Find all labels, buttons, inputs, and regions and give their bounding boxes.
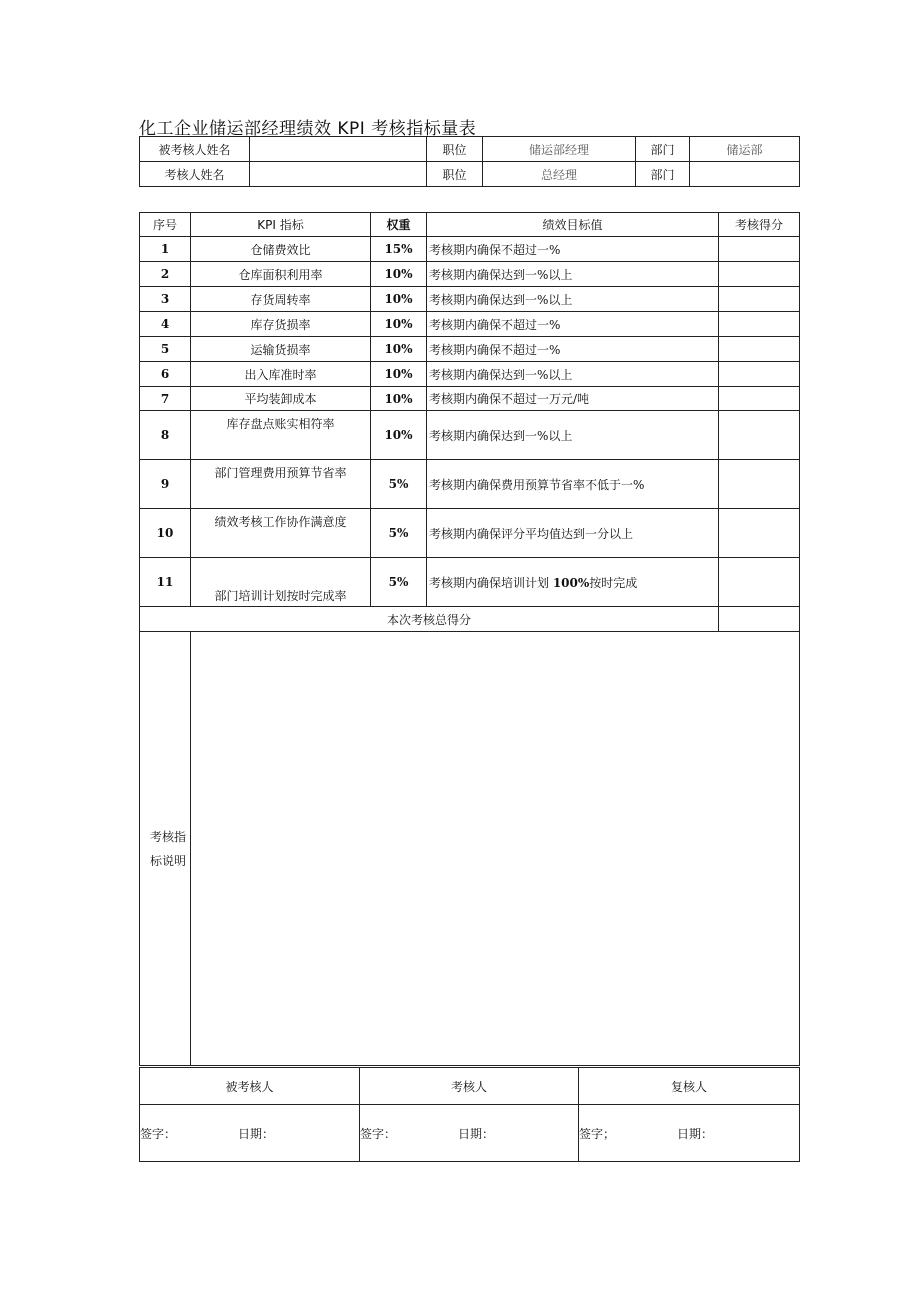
row-target xyxy=(427,558,719,607)
row-score-field[interactable] xyxy=(719,287,800,312)
row-indicator: 部门管理费用预算节省率 xyxy=(191,460,371,509)
row-score-field[interactable] xyxy=(719,337,800,362)
appraisee-signature-cell[interactable] xyxy=(140,1105,360,1162)
row-weight: 5% xyxy=(371,558,427,607)
kpi-row xyxy=(140,362,800,387)
kpi-row xyxy=(140,312,800,337)
info-row-appraiser xyxy=(140,162,800,187)
row-target: 考核期内确保评分平均值达到一分以上 xyxy=(427,509,719,558)
appraiser-name-label: 考核人姓名 xyxy=(140,162,250,187)
row-target: 考核期内确保不超过一万元/吨 xyxy=(427,387,719,411)
sign-label: 签字： xyxy=(140,1126,177,1141)
header-indicator: KPI 指标 xyxy=(191,213,371,237)
department-label: 部门 xyxy=(636,137,690,162)
row-target: 考核期内确保不超过一% xyxy=(427,337,719,362)
row-score-field[interactable] xyxy=(719,558,800,607)
kpi-row xyxy=(140,387,800,411)
row-target-bold: 100% xyxy=(552,575,590,590)
row-weight: 10% xyxy=(371,411,427,460)
row-indicator: 绩效考核工作协作满意度 xyxy=(191,509,371,558)
row-indicator: 库存货损率 xyxy=(191,312,371,337)
role-appraisee: 被考核人 xyxy=(140,1068,360,1105)
row-score-field[interactable] xyxy=(719,460,800,509)
row-score-field[interactable] xyxy=(719,362,800,387)
appraiser-position-value: 总经理 xyxy=(483,162,636,187)
kpi-row xyxy=(140,337,800,362)
row-weight: 10% xyxy=(371,387,427,411)
row-score-field[interactable] xyxy=(719,237,800,262)
row-no: 2 xyxy=(140,262,191,287)
row-target: 考核期内确保达到一%以上 xyxy=(427,411,719,460)
row-score-field[interactable] xyxy=(719,509,800,558)
header-score: 考核得分 xyxy=(719,213,800,237)
row-weight: 10% xyxy=(371,262,427,287)
date-label: 日期： xyxy=(677,1126,714,1141)
kpi-row xyxy=(140,237,800,262)
appraiser-signature-cell[interactable] xyxy=(360,1105,579,1162)
row-no: 5 xyxy=(140,337,191,362)
row-weight: 5% xyxy=(371,509,427,558)
signature-role-row xyxy=(140,1068,800,1105)
appraisee-position-value: 储运部经理 xyxy=(483,137,636,162)
row-no: 9 xyxy=(140,460,191,509)
kpi-header-row xyxy=(140,213,800,237)
position-label: 职位 xyxy=(427,137,483,162)
row-no: 3 xyxy=(140,287,191,312)
row-indicator: 部门培训计划按时完成率 xyxy=(191,558,371,607)
row-indicator: 库存盘点账实相符率 xyxy=(191,411,371,460)
row-weight: 15% xyxy=(371,237,427,262)
row-indicator: 存货周转率 xyxy=(191,287,371,312)
total-row xyxy=(140,607,800,632)
row-target: 考核期内确保达到一%以上 xyxy=(427,262,719,287)
kpi-row xyxy=(140,287,800,312)
header-weight: 权重 xyxy=(371,213,427,237)
header-target: 绩效目标值 xyxy=(427,213,719,237)
signature-field-row xyxy=(140,1105,800,1162)
row-score-field[interactable] xyxy=(719,411,800,460)
notes-field[interactable] xyxy=(191,632,800,1066)
row-indicator: 运输货损率 xyxy=(191,337,371,362)
row-target: 考核期内确保费用预算节省率不低于一% xyxy=(427,460,719,509)
appraiser-department-field[interactable] xyxy=(690,162,800,187)
row-indicator: 平均装卸成本 xyxy=(191,387,371,411)
row-target: 考核期内确保不超过一% xyxy=(427,312,719,337)
row-target: 考核期内确保不超过一% xyxy=(427,237,719,262)
row-weight: 10% xyxy=(371,337,427,362)
kpi-row xyxy=(140,411,800,460)
date-label: 日期： xyxy=(238,1126,275,1141)
row-no: 6 xyxy=(140,362,191,387)
page-title: 化工企业储运部经理绩效 KPI 考核指标量表 xyxy=(139,119,477,139)
row-score-field[interactable] xyxy=(719,387,800,411)
total-score-label: 本次考核总得分 xyxy=(140,607,719,632)
row-target-pre: 考核期内确保培训计划 xyxy=(429,575,553,590)
row-target: 考核期内确保达到一%以上 xyxy=(427,362,719,387)
signature-table xyxy=(139,1067,800,1162)
notes-label: 考核指标说明 xyxy=(140,632,191,1066)
row-no: 7 xyxy=(140,387,191,411)
row-weight: 10% xyxy=(371,287,427,312)
appraisee-name-field[interactable] xyxy=(250,137,427,162)
sign-label: 签字： xyxy=(360,1126,397,1141)
employee-info-table xyxy=(139,136,800,187)
row-weight: 5% xyxy=(371,460,427,509)
appraiser-name-field[interactable] xyxy=(250,162,427,187)
row-no: 8 xyxy=(140,411,191,460)
row-no: 10 xyxy=(140,509,191,558)
row-score-field[interactable] xyxy=(719,312,800,337)
row-target: 考核期内确保达到一%以上 xyxy=(427,287,719,312)
info-row-appraisee xyxy=(140,137,800,162)
role-appraiser: 考核人 xyxy=(360,1068,579,1105)
kpi-row xyxy=(140,558,800,607)
position-label: 职位 xyxy=(427,162,483,187)
row-indicator: 出入库准时率 xyxy=(191,362,371,387)
kpi-row xyxy=(140,262,800,287)
row-indicator: 仓库面积利用率 xyxy=(191,262,371,287)
header-no: 序号 xyxy=(140,213,191,237)
row-weight: 10% xyxy=(371,362,427,387)
row-no: 4 xyxy=(140,312,191,337)
sign-label: 签字； xyxy=(579,1126,616,1141)
total-score-field[interactable] xyxy=(719,607,800,632)
row-score-field[interactable] xyxy=(719,262,800,287)
kpi-table xyxy=(139,212,800,1066)
row-weight: 10% xyxy=(371,312,427,337)
kpi-row xyxy=(140,460,800,509)
date-label: 日期： xyxy=(458,1126,495,1141)
notes-row xyxy=(140,632,800,1066)
row-no: 11 xyxy=(140,558,191,607)
reviewer-signature-cell[interactable] xyxy=(579,1105,800,1162)
row-target-post: 按时完成 xyxy=(589,575,638,590)
appraisee-name-label: 被考核人姓名 xyxy=(140,137,250,162)
row-indicator: 仓储费效比 xyxy=(191,237,371,262)
appraisee-department-value: 储运部 xyxy=(690,137,800,162)
department-label: 部门 xyxy=(636,162,690,187)
kpi-row xyxy=(140,509,800,558)
row-no: 1 xyxy=(140,237,191,262)
role-reviewer: 复核人 xyxy=(579,1068,800,1105)
